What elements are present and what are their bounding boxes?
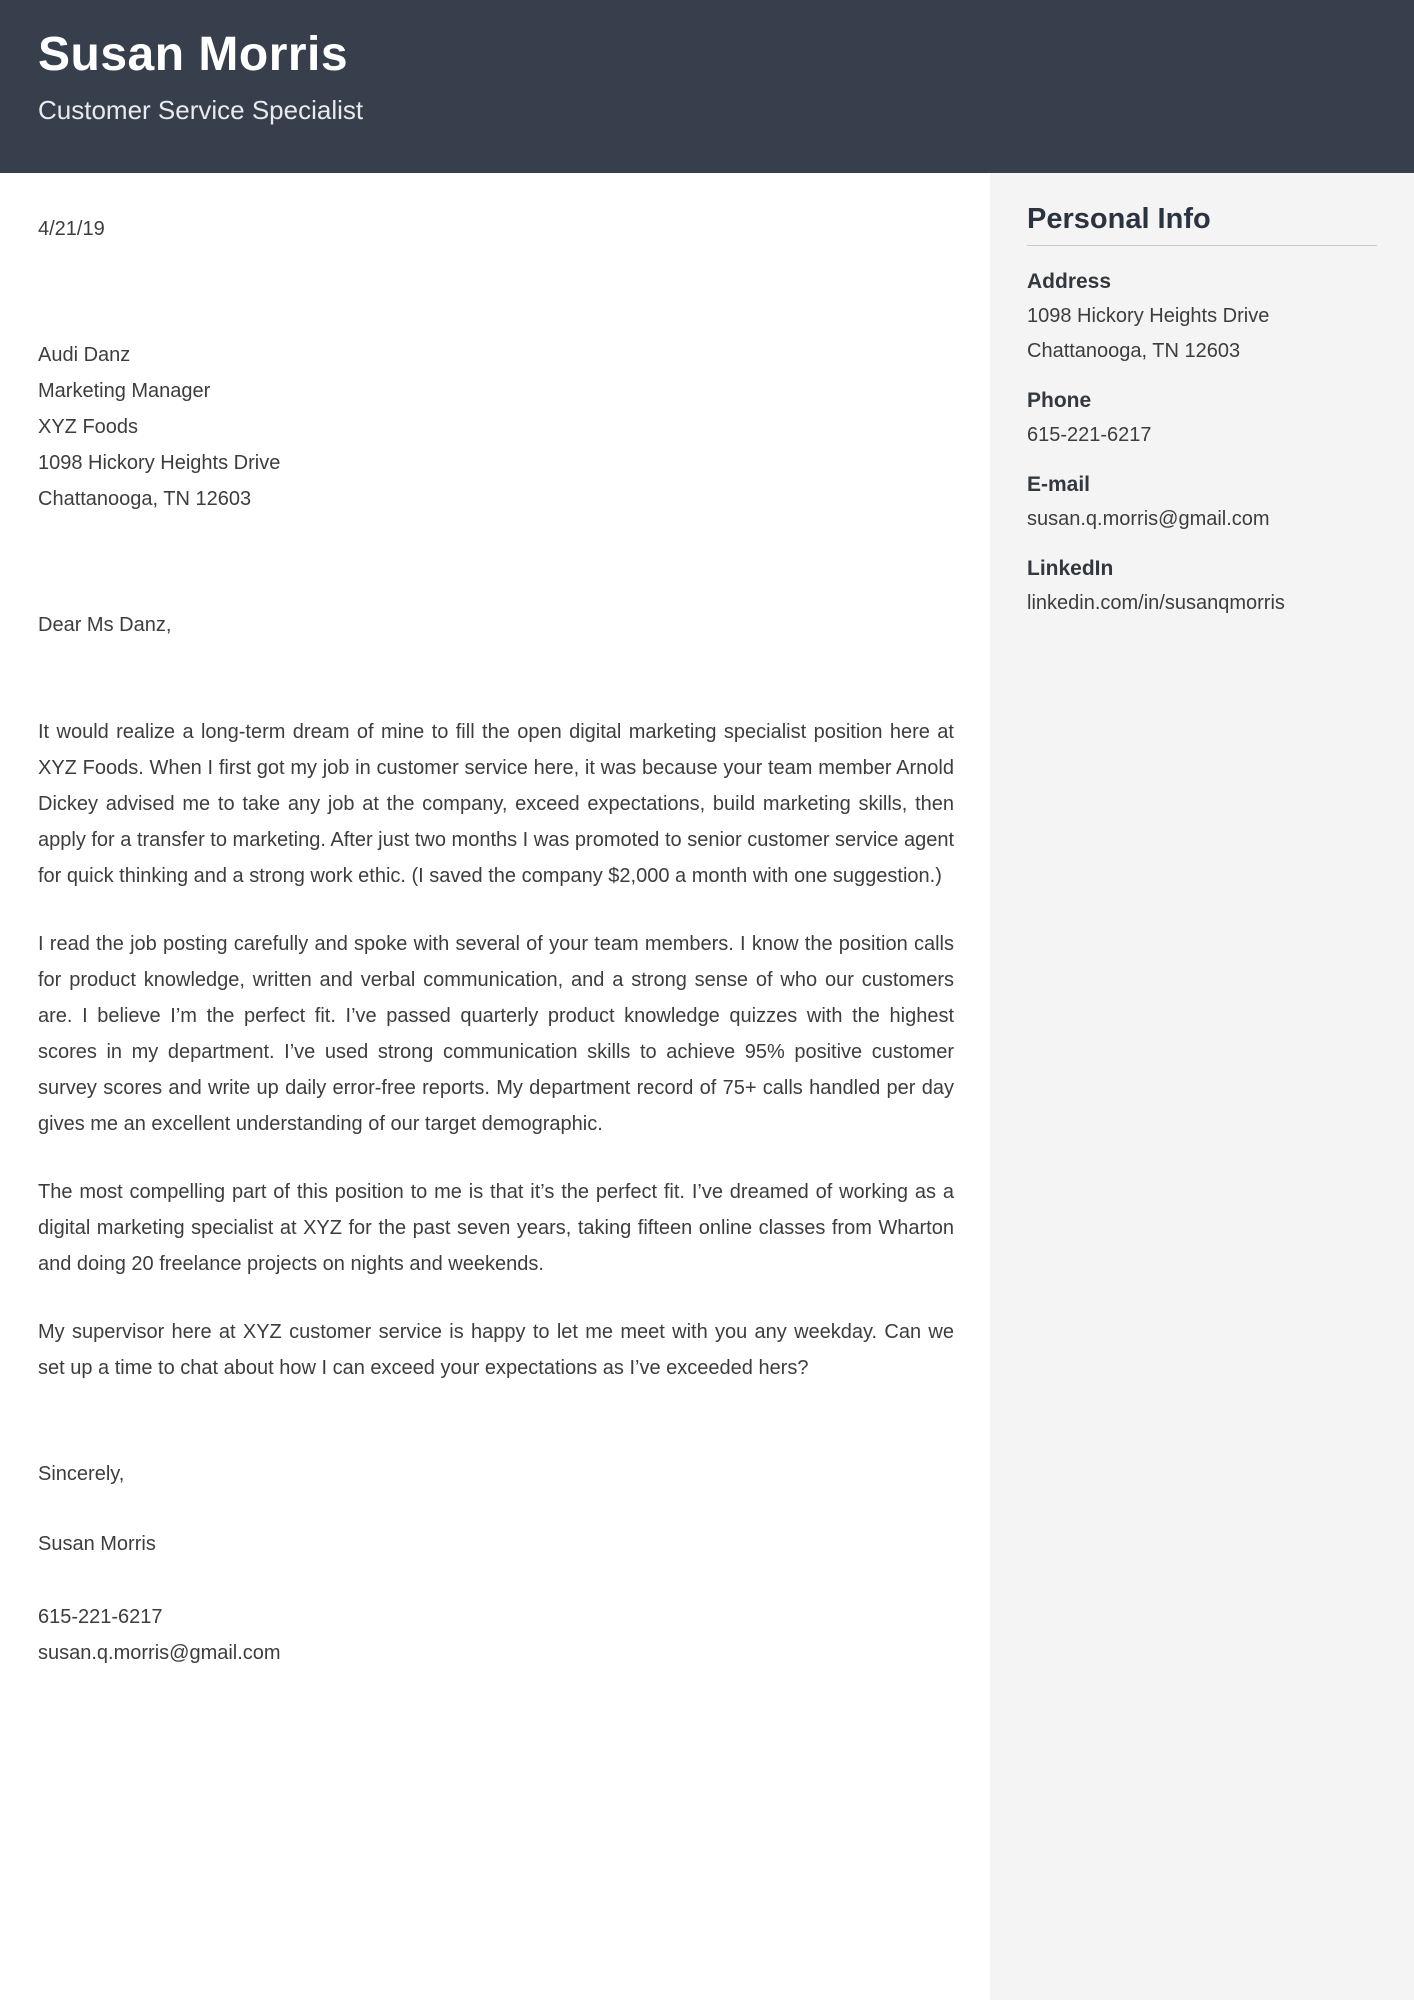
person-name: Susan Morris [38, 28, 349, 81]
phone-label: Phone [1027, 389, 1092, 412]
recipient-block [38, 337, 954, 517]
sidebar-heading: Personal Info [1027, 203, 1211, 235]
phone-value: 615-221-6217 [1027, 424, 1152, 446]
letter-paragraph: My supervisor here at XYZ customer service is happy to let me meet with you any weekday. Can we set up a time to chat about how I can exceed your expectations as I’ve exceeded hers? [38, 1321, 954, 1379]
letter-paragraph: The most compelling part of this position to me is that it’s the perfect fit. I’ve dreamed of working as a digital marketing specialist at XYZ for the past seven years, taking fifteen online classes from Wharton and doing 20 freelance projects on nights and weekends. [38, 1181, 954, 1275]
recipient-street: 1098 Hickory Heights Drive [38, 452, 281, 474]
signature-contact-block [38, 1599, 954, 1671]
address-line: Chattanooga, TN 12603 [1027, 340, 1241, 362]
salutation: Dear Ms Danz, [38, 614, 172, 636]
linkedin-value: linkedin.com/in/susanqmorris [1027, 592, 1285, 614]
linkedin-label: LinkedIn [1027, 557, 1114, 580]
recipient-job-title: Marketing Manager [38, 380, 211, 402]
letter-body [38, 173, 954, 1671]
signature-email: susan.q.morris@gmail.com [38, 1642, 281, 1664]
personal-info-sidebar [990, 173, 1414, 2000]
person-job-title: Customer Service Specialist [38, 95, 364, 125]
letter-paragraph: It would realize a long-term dream of mine to fill the open digital marketing specialist position here at XYZ Foods. When I first got my job in customer service here, it was because your team member Arnold Dickey advised me to take any job at the company, exceed expectations, build marketing skills, then apply for a transfer to marketing. After just two months I was promoted to senior customer service agent for quick thinking and a strong work ethic. (I saved the company $2,000 a month with one suggestion.) [38, 721, 954, 887]
sidebar-divider [1027, 245, 1377, 246]
recipient-city: Chattanooga, TN 12603 [38, 488, 252, 510]
email-value: susan.q.morris@gmail.com [1027, 508, 1270, 530]
recipient-company: XYZ Foods [38, 416, 139, 438]
closing: Sincerely, [38, 1463, 125, 1485]
sidebar-group-address [1027, 264, 1377, 369]
email-label: E-mail [1027, 473, 1091, 496]
sidebar-group-email [1027, 467, 1377, 537]
sidebar-group-linkedin [1027, 551, 1377, 621]
recipient-name: Audi Danz [38, 344, 131, 366]
signature-name: Susan Morris [38, 1533, 156, 1555]
letter-date: 4/21/19 [38, 218, 105, 240]
sidebar-group-phone [1027, 383, 1377, 453]
letter-paragraph: I read the job posting carefully and spoke with several of your team members. I know the position calls for product knowledge, written and verbal communication, and a strong sense of who our customers are. I believe I’m the perfect fit. I’ve passed quarterly product knowledge quizzes with the highest scores in my department. I’ve used strong communication skills to achieve 95% positive customer survey scores and write up daily error-free reports. My department record of 75+ calls handled per day gives me an excellent understanding of our target demographic. [38, 933, 954, 1135]
header-banner [0, 0, 1414, 173]
signature-phone: 615-221-6217 [38, 1606, 163, 1628]
address-line: 1098 Hickory Heights Drive [1027, 305, 1270, 327]
address-label: Address [1027, 270, 1112, 293]
